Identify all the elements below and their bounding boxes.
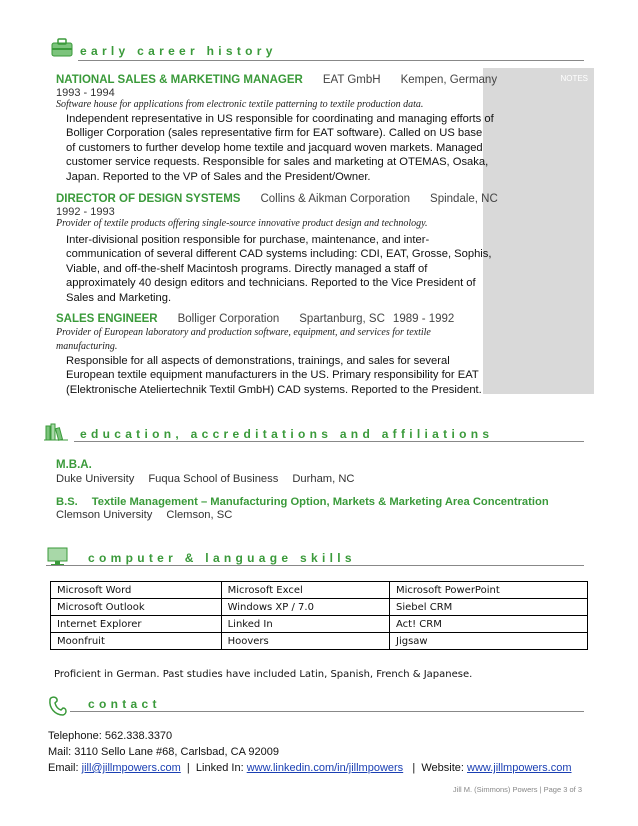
skills-table — [50, 581, 588, 650]
company-description — [56, 326, 431, 354]
job-location: Spartanburg, SC — [299, 313, 385, 325]
section-divider — [70, 711, 584, 712]
job-dates: 1992 - 1993 — [56, 206, 115, 218]
desc-line: Japan. Reported to the VP of Sales and the President/Owner. — [66, 170, 371, 183]
company-desc-line: Provider of European laboratory and production software, equipment, and services for textile — [56, 327, 431, 338]
company-desc-line: manufacturing. — [56, 341, 118, 352]
computer-monitor-icon — [46, 546, 70, 573]
company-description: Software house for applications from electronic textile patterning to textile production data. — [56, 99, 424, 110]
table-cell: Internet Explorer — [51, 616, 222, 633]
notes-label: NOTES — [560, 74, 588, 83]
section-divider — [74, 441, 584, 442]
website-label: Website: — [421, 762, 464, 774]
languages-text: Proficient in German. Past studies have included Latin, Spanish, French & Japanese. — [54, 669, 473, 680]
website-link[interactable]: www.jillmpowers.com — [467, 762, 572, 774]
job-header — [56, 74, 517, 86]
table-cell: Siebel CRM — [390, 599, 588, 616]
table-cell: Linked In — [221, 616, 389, 633]
job-dates: 1989 - 1992 — [392, 313, 455, 325]
table-row — [51, 616, 588, 633]
job-title: DIRECTOR OF DESIGN SYSTEMS — [56, 193, 241, 205]
table-cell: Microsoft Excel — [221, 582, 389, 599]
desc-line: approximately 40 design editors and technicians. Reported to the Vice President of — [66, 277, 476, 290]
contact-telephone: Telephone: 562.338.3370 — [48, 730, 173, 742]
degree-program: Textile Management – Manufacturing Option, Markets & Marketing Area Concentration — [91, 496, 549, 508]
job-description — [66, 112, 494, 184]
desc-line: Viable, and off-the-shelf Macintosh programs. Directly managed a staff of — [66, 262, 428, 275]
briefcase-icon — [50, 38, 74, 63]
company-description: Provider of textile products offering single-source innovative product design and technology. — [56, 218, 428, 229]
desc-line: Responsible for all aspects of demonstrations, trainings, and sales for several — [66, 355, 450, 367]
desc-line: of customers to further develop home textile and jacquard woven markets. Managed — [66, 141, 483, 154]
phone-icon — [46, 694, 70, 723]
desc-line: customer service requests. Responsible for sales and marketing at OTEMAS, Osaka, — [66, 156, 489, 169]
table-cell: Moonfruit — [51, 633, 222, 650]
table-cell: Act! CRM — [390, 616, 588, 633]
table-cell: Hoovers — [221, 633, 389, 650]
table-cell: Microsoft Word — [51, 582, 222, 599]
section-heading-career: early career history — [80, 44, 277, 58]
job-location: Spindale, NC — [430, 193, 498, 205]
job-dates: 1993 - 1994 — [56, 87, 115, 99]
school-name: Duke University — [56, 473, 135, 485]
page-footer: Jill M. (Simmons) Powers | Page 3 of 3 — [452, 785, 582, 794]
contact-links — [48, 762, 572, 774]
school-location: Clemson, SC — [166, 509, 233, 521]
job-location: Kempen, Germany — [400, 74, 498, 86]
degree-label: B.S. — [56, 496, 78, 508]
school-line — [56, 509, 232, 521]
separator: | — [183, 762, 193, 774]
job-company: EAT GmbH — [322, 74, 381, 86]
table-cell: Jigsaw — [390, 633, 588, 650]
job-title: NATIONAL SALES & MARKETING MANAGER — [56, 74, 303, 86]
school-location: Durham, NC — [292, 473, 355, 485]
job-company: Collins & Aikman Corporation — [260, 193, 411, 205]
section-heading-education: education, accreditations and affiliations — [80, 427, 494, 441]
degree-mba: M.B.A. — [56, 459, 92, 471]
section-divider — [46, 565, 584, 566]
table-cell: Windows XP / 7.0 — [221, 599, 389, 616]
section-heading-contact: contact — [88, 697, 161, 711]
job-header — [56, 313, 474, 325]
job-title: SALES ENGINEER — [56, 313, 158, 325]
school-division: Fuqua School of Business — [148, 473, 279, 485]
desc-line: Inter-divisional position responsible for purchase, maintenance, and inter- — [66, 234, 430, 246]
table-cell: Microsoft Outlook — [51, 599, 222, 616]
job-header — [56, 193, 518, 205]
linkedin-label: Linked In: — [195, 762, 244, 774]
table-cell: Microsoft PowerPoint — [390, 582, 588, 599]
notes-panel — [483, 68, 594, 394]
graduation-books-icon — [44, 422, 70, 447]
desc-line: communication of several different CAD systems including: CDI, EAT, Grosse, Sophis, — [66, 248, 492, 261]
separator: | — [406, 762, 419, 774]
email-label: Email: — [48, 762, 79, 774]
job-company: Bolliger Corporation — [177, 313, 280, 325]
table-row — [51, 582, 588, 599]
desc-line: (Elektronische Ateliertechnik Textil GmbH) CAD systems. Reported to the President. — [66, 383, 482, 396]
desc-line: Sales and Marketing. — [66, 291, 172, 304]
email-link[interactable]: jill@jillmpowers.com — [81, 762, 181, 774]
contact-mail: Mail: 3110 Sello Lane #68, Carlsbad, CA 92009 — [48, 746, 279, 758]
desc-line: Bolliger Corporation (sales representative firm for EAT software). Called on US base — [66, 127, 483, 140]
school-line — [56, 473, 355, 485]
table-row — [51, 599, 588, 616]
section-divider — [78, 60, 584, 61]
section-heading-skills: computer & language skills — [88, 551, 356, 565]
job-description — [66, 233, 492, 305]
desc-line: Independent representative in US responsible for coordinating and managing efforts of — [66, 113, 494, 125]
job-description — [66, 354, 482, 397]
school-name: Clemson University — [56, 509, 153, 521]
desc-line: European textile equipment manufacturers in the US. Primary responsibility for EAT — [66, 369, 479, 382]
degree-bs — [56, 496, 549, 508]
table-row — [51, 633, 588, 650]
linkedin-link[interactable]: www.linkedin.com/in/jillmpowers — [246, 762, 404, 774]
